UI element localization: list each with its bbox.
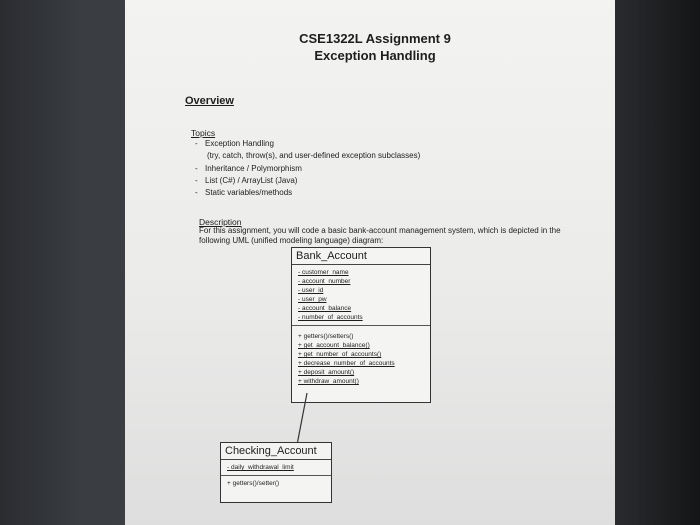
topic-text: Exception Handling: [205, 139, 274, 148]
uml-method: + get_number_of_accounts(): [298, 351, 382, 358]
title-line-2: Exception Handling: [314, 48, 436, 63]
topic-item: [195, 176, 298, 186]
uml-methods: [221, 476, 331, 502]
monitor-bezel: [615, 0, 700, 525]
connector-line: [297, 393, 307, 445]
uml-class-bank-account: [291, 247, 431, 403]
uml-attribute: - account_number: [298, 278, 351, 285]
uml-attributes: [292, 265, 430, 326]
description-text: For this assignment, you will code a basic bank-account management system, which is depicted in the following UML (unified modeling language) diagram:: [199, 226, 561, 245]
topic-item: [195, 188, 293, 198]
uml-method: + getters()/setter(): [227, 480, 280, 487]
uml-method: + withdraw_amount(): [298, 378, 359, 385]
uml-method: + getters()/setters(): [298, 333, 354, 340]
uml-attribute: - user_id: [298, 287, 324, 294]
topic-text: Inheritance / Polymorphism: [205, 164, 302, 173]
uml-attribute: - user_pw: [298, 296, 327, 303]
topic-item: [195, 164, 302, 174]
topic-text: Static variables/methods: [205, 188, 293, 197]
topic-subtext: [207, 151, 420, 161]
uml-method: + deposit_amount(): [298, 369, 355, 376]
uml-attributes: [221, 460, 331, 476]
topic-text: List (C#) / ArrayList (Java): [205, 176, 298, 185]
topic-item: [195, 139, 274, 149]
bullet: -: [195, 164, 198, 173]
bullet: -: [195, 139, 198, 148]
bullet: -: [195, 176, 198, 185]
document-page: [125, 0, 615, 525]
uml-method: + decrease_number_of_accounts: [298, 360, 395, 367]
uml-class-name: Checking_Account: [221, 443, 331, 460]
bullet: -: [195, 188, 198, 197]
uml-attribute: - daily_withdrawal_limit: [227, 464, 294, 471]
document-title: [295, 30, 455, 64]
uml-methods: [292, 326, 430, 402]
uml-attribute: - number_of_accounts: [298, 314, 363, 321]
uml-class-checking-account: [220, 442, 332, 503]
inheritance-connector: [295, 393, 309, 445]
topics-label: Topics: [191, 128, 216, 138]
overview-heading: Overview: [185, 95, 234, 107]
title-line-1: CSE1322L Assignment 9: [299, 31, 451, 46]
uml-class-name: Bank_Account: [292, 248, 430, 265]
description-label: Description: [199, 217, 242, 227]
uml-method: + get_account_balance(): [298, 342, 370, 349]
uml-attribute: - customer_name: [298, 269, 349, 276]
uml-attribute: - account_balance: [298, 305, 352, 312]
topic-text: (try, catch, throw(s), and user-defined exception subclasses): [207, 151, 421, 160]
